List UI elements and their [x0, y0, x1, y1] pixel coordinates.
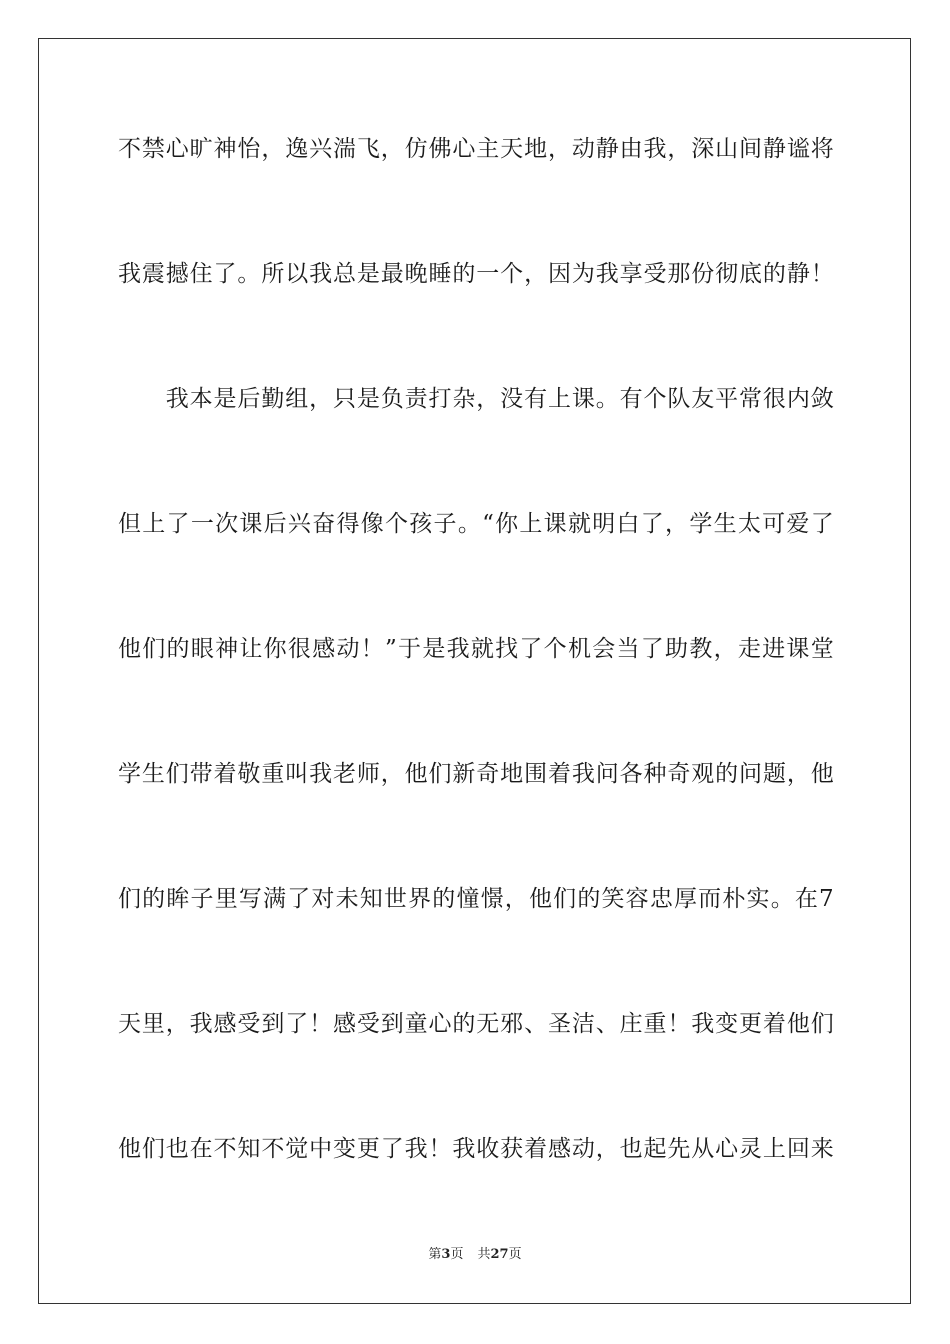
text-line-8: 天里，我感受到了！感受到童心的无邪、圣洁、庄重！我变更着他们 [118, 1011, 834, 1037]
page-suffix: 页 [450, 1247, 464, 1262]
text-line-4: 但上了一次课后兴奋得像个孩子。“你上课就明白了，学生太可爱了 [118, 511, 834, 537]
current-page-number: 3 [441, 1247, 451, 1262]
text-line-9: 他们也在不知不觉中变更了我！我收获着感动，也起先从心灵上回来 [118, 1136, 834, 1162]
page-border [38, 38, 911, 1304]
text-line-2: 我震撼住了。所以我总是最晚睡的一个，因为我享受那份彻底的静！ [118, 261, 834, 287]
page-footer [0, 1246, 950, 1264]
text-line-5: 他们的眼神让你很感动！”于是我就找了个机会当了助教，走进课堂 [118, 636, 834, 662]
total-suffix: 页 [508, 1247, 522, 1262]
text-line-7: 们的眸子里写满了对未知世界的憧憬，他们的笑容忠厚而朴实。在7 [118, 886, 834, 912]
text-line-3: 我本是后勤组，只是负责打杂，没有上课。有个队友平常很内敛 [118, 386, 834, 412]
text-line-1: 不禁心旷神怡，逸兴湍飞，仿佛心主天地，动静由我，深山间静谧将 [118, 136, 834, 162]
page-prefix: 第 [428, 1247, 442, 1262]
total-page-count: 27 [490, 1247, 509, 1262]
total-prefix: 共 [477, 1247, 491, 1262]
text-line-6: 学生们带着敬重叫我老师，他们新奇地围着我问各种奇观的问题，他 [118, 761, 834, 787]
